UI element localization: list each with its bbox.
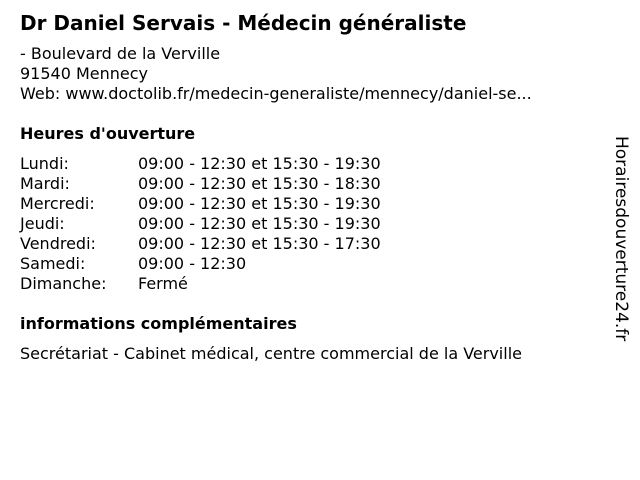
time-value: 09:00 - 12:30 et 15:30 - 19:30: [138, 154, 381, 173]
website-link[interactable]: Web: www.doctolib.fr/medecin-generaliste/mennecy/daniel-se...: [20, 84, 532, 103]
watermark-text: Horairesdouverture24.fr: [611, 136, 631, 342]
time-value: 09:00 - 12:30 et 15:30 - 19:30: [138, 214, 381, 233]
time-value: 09:00 - 12:30 et 15:30 - 19:30: [138, 194, 381, 213]
day-label: Jeudi:: [20, 214, 65, 233]
additional-info-heading: informations complémentaires: [20, 314, 297, 333]
day-label: Dimanche:: [20, 274, 107, 293]
address-block: [20, 44, 532, 104]
site-watermark: [610, 136, 632, 346]
time-value: 09:00 - 12:30 et 15:30 - 17:30: [138, 234, 381, 253]
time-value: 09:00 - 12:30 et 15:30 - 18:30: [138, 174, 381, 193]
opening-hours-heading: Heures d'ouverture: [20, 124, 196, 143]
street-address: - Boulevard de la Verville: [20, 44, 221, 63]
page-title: Dr Daniel Servais - Médecin généraliste: [20, 11, 467, 35]
day-label: Samedi:: [20, 254, 86, 273]
time-value: 09:00 - 12:30: [138, 254, 247, 273]
time-value: Fermé: [138, 274, 188, 293]
day-label: Mardi:: [20, 174, 70, 193]
day-label: Lundi:: [20, 154, 69, 173]
day-label: Mercredi:: [20, 194, 95, 213]
additional-info-text: Secrétariat - Cabinet médical, centre commercial de la Verville: [20, 344, 522, 363]
day-label: Vendredi:: [20, 234, 96, 253]
city-postcode: 91540 Mennecy: [20, 64, 149, 83]
